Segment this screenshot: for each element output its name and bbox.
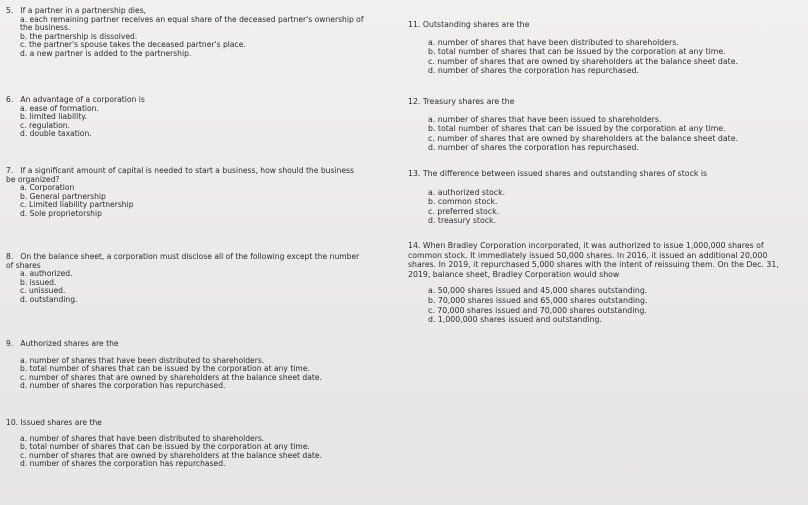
option-b: b. General partnership (20, 191, 106, 201)
option-d: d. outstanding. (20, 294, 78, 304)
option-c: c. regulation. (20, 120, 70, 130)
question-12 (408, 97, 796, 153)
option-c: c. number of shares that are owned by shareholders at the balance sheet date. (20, 372, 322, 382)
option-b: b. total number of shares that can be issued by the corporation at any time. (428, 47, 726, 57)
option-c: c. number of shares that are owned by shareholders at the balance sheet date. (428, 56, 738, 66)
option-d: d. treasury stock. (428, 216, 497, 226)
question-8 (6, 253, 364, 305)
option-b: b. 70,000 shares issued and 65,000 shares outstanding. (428, 295, 648, 305)
question-stem: 9. Authorized shares are the (6, 339, 119, 348)
question-stem: 8. On the balance sheet, a corporation must disclose all of the following except the number of shares (6, 252, 360, 270)
option-d: d. a new partner is added to the partnership. (20, 48, 192, 58)
option-a: a. authorized stock. (428, 187, 506, 197)
option-a: a. authorized. (20, 269, 73, 279)
question-11 (408, 20, 796, 76)
option-d: d. number of shares the corporation has repurchased. (428, 66, 639, 76)
option-a: a. number of shares that have been distributed to shareholders. (428, 37, 679, 47)
question-9 (6, 340, 394, 391)
question-14 (408, 241, 796, 325)
option-a: a. Corporation (20, 183, 75, 193)
question-stem: 7. If a significant amount of capital is needed to start a business, how should the business be organized? (6, 166, 354, 184)
option-b: b. the partnership is dissolved. (20, 31, 138, 41)
option-d: d. Sole proprietorship (20, 208, 102, 218)
option-a: a. each remaining partner receives an equal share of the deceased partner's ownership of the business. (20, 14, 364, 33)
option-a: a. number of shares that have been distributed to shareholders. (20, 355, 265, 365)
option-d: d. number of shares the corporation has repurchased. (428, 143, 639, 153)
question-7 (6, 167, 364, 219)
option-d: d. number of shares the corporation has repurchased. (20, 459, 226, 469)
option-d: d. 1,000,000 shares issued and outstanding. (428, 315, 602, 325)
option-a: a. 50,000 shares issued and 45,000 shares outstanding. (428, 286, 648, 296)
option-c: c. number of shares that are owned by shareholders at the balance sheet date. (428, 133, 738, 143)
option-a: a. number of shares that have been distributed to shareholders. (20, 433, 265, 443)
option-b: b. total number of shares that can be issued by the corporation at any time. (428, 124, 726, 134)
option-a: a. number of shares that have been issued to shareholders. (428, 114, 662, 124)
question-stem: 14. When Bradley Corporation incorporated, it was authorized to issue 1,000,000 shares of common stock. It immediately issued 50,000 shares. In 2016, it issued an additional 20,000 shares. In 2019, it repurchased 5,000 shares with the intent of reissuing them. On the Dec. 31, 2019, balance sheet, Bradley Corporation would show (408, 241, 779, 279)
question-stem: 6. An advantage of a corporation is (6, 95, 145, 104)
option-b: b. limited liability. (20, 112, 88, 122)
option-b: b. issued. (20, 277, 57, 287)
question-6 (6, 96, 364, 139)
option-b: b. total number of shares that can be issued by the corporation at any time. (20, 442, 310, 452)
question-stem: 12. Treasury shares are the (408, 97, 515, 106)
option-d: d. number of shares the corporation has repurchased. (20, 381, 226, 391)
question-10 (6, 419, 394, 469)
option-c: c. Limited liability partnership (20, 200, 134, 210)
question-5 (6, 7, 364, 59)
question-stem: 13. The difference between issued shares and outstanding shares of stock is (408, 169, 708, 178)
option-b: b. common stock. (428, 197, 498, 207)
question-stem: 5. If a partner in a partnership dies, (6, 6, 147, 15)
option-c: c. 70,000 shares issued and 70,000 shares outstanding. (428, 305, 647, 315)
option-a: a. ease of formation. (20, 103, 99, 113)
question-stem: 10. Issued shares are the (6, 418, 102, 427)
option-c: c. the partner's spouse takes the deceased partner's place. (20, 40, 246, 50)
option-c: c. preferred stock. (428, 206, 500, 216)
question-stem: 11. Outstanding shares are the (408, 20, 530, 29)
option-c: c. number of shares that are owned by shareholders at the balance sheet date. (20, 450, 322, 460)
question-13 (408, 169, 796, 226)
option-c: c. unissued. (20, 286, 66, 296)
option-b: b. total number of shares that can be issued by the corporation at any time. (20, 364, 310, 374)
option-d: d. double taxation. (20, 129, 92, 139)
